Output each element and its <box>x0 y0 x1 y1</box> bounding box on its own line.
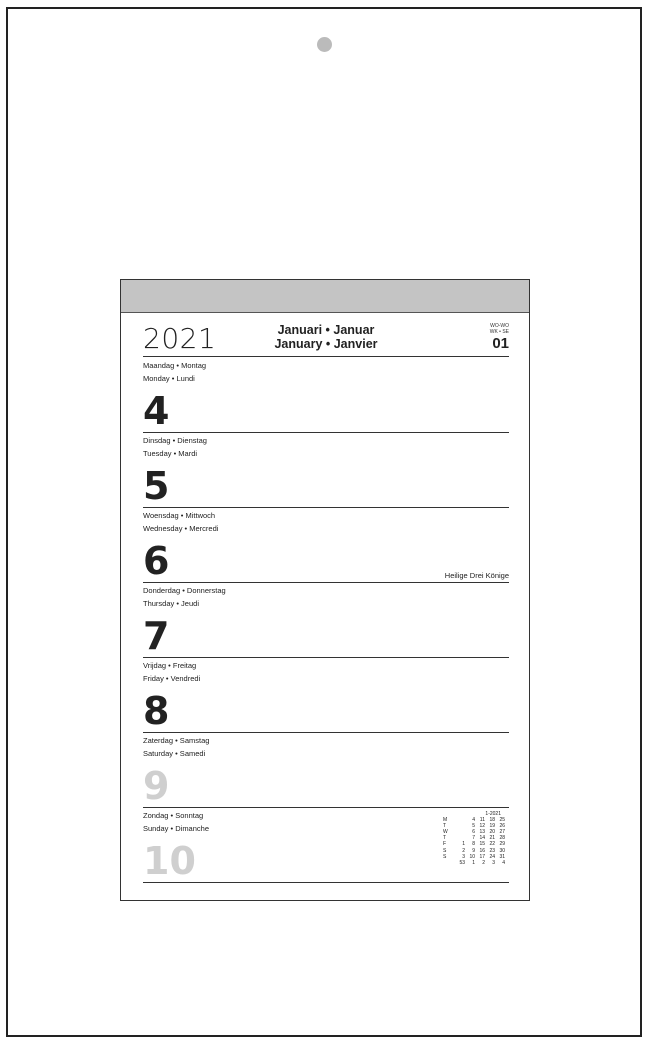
day-names-line-1: Woensdag • Mittwoch <box>143 511 216 520</box>
day-names <box>143 510 218 535</box>
day-sunday <box>143 807 509 883</box>
day-number: 4 <box>143 389 170 433</box>
mini-calendar-cell: 13 <box>479 829 485 836</box>
mini-calendar-cell: 9 <box>472 847 475 854</box>
mini-calendar-cell: 28 <box>499 835 505 842</box>
mini-calendar-cell: 26 <box>499 823 505 830</box>
day-names-line-2: Sunday • Dimanche <box>143 823 209 833</box>
day-names <box>143 735 209 760</box>
day-names <box>143 585 226 610</box>
day-wednesday <box>143 507 509 583</box>
mini-calendar-cell: 18 <box>489 817 495 824</box>
mini-calendar-cell: 3 <box>462 853 465 860</box>
mini-calendar-cell: 30 <box>499 847 505 854</box>
day-names-line-1: Zondag • Sonntag <box>143 811 204 820</box>
mini-calendar-weekday: W <box>443 829 448 836</box>
mini-calendar-cell: 5 <box>472 823 475 830</box>
day-number: 8 <box>143 689 170 733</box>
day-thursday <box>143 582 509 658</box>
day-number: 6 <box>143 539 170 583</box>
year: 2021 <box>143 322 217 355</box>
day-names-line-2: Wednesday • Mercredi <box>143 523 219 533</box>
day-number: 7 <box>143 614 170 658</box>
day-names-line-1: Zaterdag • Samstag <box>143 736 210 745</box>
mini-calendar-cell: 25 <box>499 817 505 824</box>
month-line-2: January • Janvier <box>274 337 378 351</box>
day-names <box>143 435 207 460</box>
day-friday <box>143 657 509 733</box>
mini-calendar-cell: 4 <box>502 859 505 866</box>
day-names-line-1: Vrijdag • Freitag <box>143 661 197 670</box>
mini-calendar-cell: 1 <box>462 841 465 848</box>
day-names-line-2: Monday • Lundi <box>143 373 195 383</box>
mini-calendar-weekday: F <box>443 841 447 848</box>
day-names-line-2: Friday • Vendredi <box>143 673 201 683</box>
calendar-header <box>143 320 509 357</box>
week-number: 01 <box>492 335 509 352</box>
mini-calendar-weekday <box>443 860 455 866</box>
mini-calendar-row <box>443 860 505 866</box>
day-saturday <box>143 732 509 808</box>
mini-calendar-cell: 12 <box>479 823 485 830</box>
mini-calendar-cell: 4 <box>472 817 475 824</box>
day-names-line-1: Maandag • Montag <box>143 361 207 370</box>
mini-calendar-cell: 22 <box>489 841 495 848</box>
mini-calendar-cell: 21 <box>489 835 495 842</box>
mini-calendar-cell: 23 <box>489 847 495 854</box>
mini-calendar-weekday: S <box>443 853 447 860</box>
week-label <box>490 323 509 335</box>
mini-calendar-cell: 3 <box>492 859 495 866</box>
week-label-line-1: WO-WO <box>490 323 509 329</box>
hanging-hole <box>317 37 332 52</box>
mini-calendar-cell: 31 <box>499 853 505 860</box>
day-names-line-1: Donderdag • Donnerstag <box>143 586 226 595</box>
calendar-sheet <box>120 279 530 901</box>
mini-calendar-weekday: T <box>443 823 447 830</box>
day-number: 5 <box>143 464 170 508</box>
mini-month-calendar <box>443 811 509 866</box>
day-names <box>143 810 209 835</box>
mini-calendar-cell: 2 <box>462 847 465 854</box>
day-number: 10 <box>143 839 196 883</box>
day-tuesday <box>143 432 509 508</box>
mini-calendar-cell: 15 <box>479 841 485 848</box>
mini-calendar-cell: 2 <box>482 859 485 866</box>
mini-calendar-cell: 27 <box>499 829 505 836</box>
mini-calendar-cell: 17 <box>479 853 485 860</box>
mini-calendar-cell: 24 <box>489 853 495 860</box>
day-names-line-2: Saturday • Samedi <box>143 748 206 758</box>
day-names-line-1: Dinsdag • Dienstag <box>143 436 207 445</box>
mini-calendar-title: 1-2021 <box>485 811 501 817</box>
day-names-line-2: Thursday • Jeudi <box>143 598 199 608</box>
mini-calendar-cell: 19 <box>489 823 495 830</box>
mini-calendar-cell: 7 <box>472 835 475 842</box>
month-line-1: Januari • Januar <box>277 323 375 337</box>
top-binding-band <box>121 280 529 313</box>
mini-calendar-grid <box>443 817 505 866</box>
mini-calendar-cell: 1 <box>472 859 475 866</box>
day-monday <box>143 357 509 433</box>
mini-calendar-cell: 6 <box>472 829 475 836</box>
mini-calendar-cell: 11 <box>479 817 485 824</box>
mini-calendar-cell: 53 <box>459 859 465 866</box>
mini-calendar-cell: 10 <box>469 853 475 860</box>
day-names-line-2: Tuesday • Mardi <box>143 448 198 458</box>
mini-calendar-cell: 8 <box>472 841 475 848</box>
day-number: 9 <box>143 764 170 808</box>
day-names <box>143 660 200 685</box>
mini-calendar-weekday: S <box>443 847 447 854</box>
day-names <box>143 360 206 385</box>
mini-calendar-cell: 16 <box>479 847 485 854</box>
mini-calendar-cell: 29 <box>499 841 505 848</box>
mini-calendar-cell: 20 <box>489 829 495 836</box>
week-label-line-2: WK • SE <box>489 329 509 335</box>
holiday-label: Heilige Drei Könige <box>444 571 509 580</box>
month-title <box>251 323 401 351</box>
mini-calendar-weekday: M <box>443 817 448 824</box>
mini-calendar-cell: 14 <box>479 835 485 842</box>
mini-calendar-weekday: T <box>443 835 447 842</box>
